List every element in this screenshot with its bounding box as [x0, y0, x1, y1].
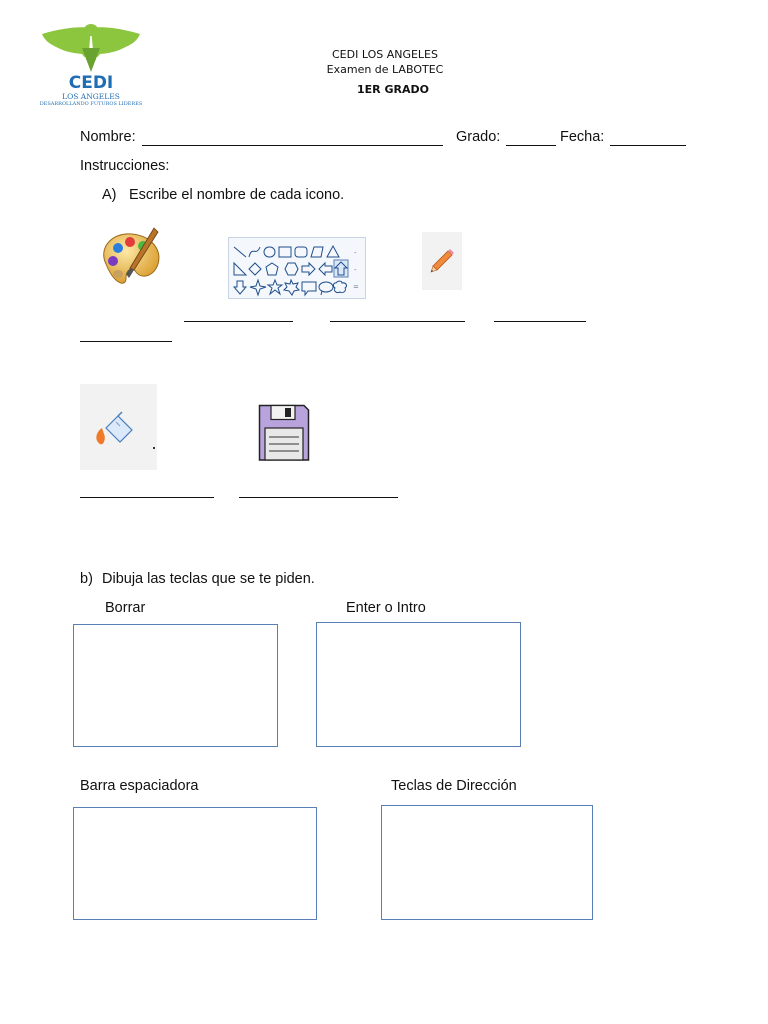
- fecha-label: Fecha:: [560, 129, 605, 145]
- direccion-draw-box[interactable]: [381, 805, 593, 920]
- shapes-gallery-icon: [228, 237, 366, 299]
- school-name: CEDI LOS ANGELES: [331, 48, 438, 61]
- exam-title: Examen de LABOTEC: [326, 63, 444, 76]
- logo-motto: DESARROLLANDO FUTUROS LIDERES: [39, 101, 143, 107]
- grade-title: 1ER GRADO: [357, 83, 429, 96]
- floppy-disk-icon: [258, 404, 310, 462]
- pencil-icon: [422, 232, 462, 290]
- instructions-title: Instrucciones:: [80, 158, 170, 174]
- grado-field[interactable]: [506, 145, 556, 146]
- answer-line[interactable]: [494, 321, 586, 322]
- svg-text:-: -: [354, 249, 357, 257]
- part-a-text: Escribe el nombre de cada icono.: [129, 187, 345, 203]
- svg-text:=: =: [353, 283, 359, 291]
- enter-label: Enter o Intro: [346, 600, 426, 616]
- espacio-label: Barra espaciadora: [80, 778, 199, 794]
- answer-line[interactable]: [239, 497, 398, 498]
- enter-draw-box[interactable]: [316, 622, 521, 747]
- wings-logo-icon: [32, 22, 150, 74]
- part-a-marker: A): [102, 187, 117, 203]
- answer-line[interactable]: [80, 341, 172, 342]
- part-b-text: Dibuja las teclas que se te piden.: [102, 571, 315, 587]
- part-b-marker: b): [80, 571, 93, 587]
- answer-line[interactable]: [80, 497, 214, 498]
- answer-line[interactable]: [184, 321, 293, 322]
- fecha-field[interactable]: [610, 145, 686, 146]
- borrar-label: Borrar: [105, 600, 146, 616]
- espacio-draw-box[interactable]: [73, 807, 317, 920]
- svg-text:-: -: [354, 266, 357, 274]
- nombre-label: Nombre:: [80, 129, 136, 145]
- nombre-field[interactable]: [142, 145, 443, 146]
- grado-label: Grado:: [456, 129, 501, 145]
- direccion-label: Teclas de Dirección: [391, 778, 517, 794]
- logo-brand: CEDI: [68, 73, 114, 93]
- logo-subtitle: LOS ANGELES: [62, 92, 120, 101]
- paint-palette-icon: [96, 224, 166, 292]
- answer-line[interactable]: [330, 321, 465, 322]
- fill-bucket-icon: [80, 384, 157, 470]
- school-logo: [32, 22, 150, 106]
- borrar-draw-box[interactable]: [73, 624, 278, 747]
